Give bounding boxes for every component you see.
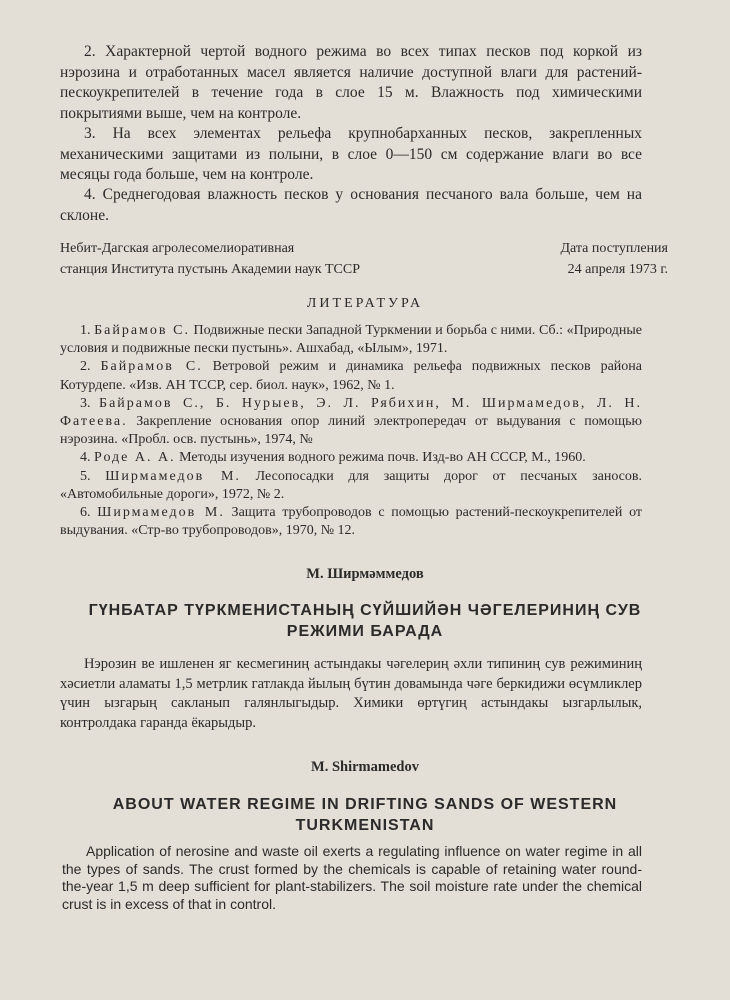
english-title-line-1: ABOUT WATER REGIME IN DRIFTING SANDS OF WESTERN — [112, 796, 618, 813]
institution-line-1: Небит-Дагская агролесомелиоративная — [60, 241, 295, 256]
literature-item: 1. Байрамов С. Подвижные пески Западной Туркмении и борьба с ними. Сб.: «Природные условия и подвижные пески пустынь». Ашхабад, «Ылым», 1971. — [60, 323, 642, 357]
turkmen-abstract: Нэрозин ве ишленен яг кесмегиниң астындакы чәгелериң әхли типиниң сув режиминиң хәсиетли аламаты 1,5 метрлик гатлакда йылың бүтин довамында чәге беркидижи өсүмликлер үчин ызгарың сакланып галянлыгыдыр. Химики өртүгиң астындакы ызгарлылык, контролдака гарандa ёкарыдыр. — [60, 656, 642, 731]
literature-author: Роде А. А. — [94, 450, 176, 466]
institution-block — [60, 238, 360, 280]
literature-text: Защита трубопроводов с помощью растений-пескоукрепителей от выдувания. «Стр-во трубопроводов», 1970, № 12. — [60, 505, 643, 539]
turkmen-title — [0, 600, 730, 642]
literature-text: Ветровой режим и динамика рельефа подвижных песков района Котурдепе. «Изв. АН ТССР, сер. биол. наук», 1962, № 1. — [60, 359, 642, 393]
literature-item: 6. Ширмамедов М. Защита трубопроводов с помощью растений-пескоукрепителей от выдувания. «Стр-во трубопроводов», 1970, № 12. — [60, 505, 643, 539]
conclusion-4: 4. Среднегодовая влажность песков у основания песчаного вала больше, чем на склоне. — [60, 186, 642, 224]
literature-author: Байрамов С. — [94, 323, 190, 338]
received-label: Дата поступления — [560, 241, 668, 256]
literature-text: Методы изучения водного режима почв. Изд-во АН СССР, М., 1960. — [175, 450, 586, 466]
institution-line-2: станция Института пустынь Академии наук ТССР — [60, 262, 361, 277]
conclusion-3: 3. На всех элементах рельефа крупнобарханных песков, закрепленных механическими защитами из полыни, в слое 0—150 см содержание влаги во все месяцы года больше, чем на контроле. — [60, 125, 642, 183]
literature-item: 5. Ширмамедов М. Лесопосадки для защиты дорог от песчаных заносов. «Автомобильные дороги», 1972, № 2. — [60, 468, 642, 502]
english-author: M. Shirmamedov — [311, 759, 419, 775]
turkmen-title-line-2: РЕЖИМИ БАРАДА — [286, 623, 444, 640]
literature-author: Ширмамедов М. — [105, 468, 241, 484]
literature-text: Закрепление основания опор линий электропередач от выдувания с помощью нэрозина. «Пробл. осв. пустынь», 1974, № — [60, 414, 642, 448]
received-date: 24 апреля 1973 г. — [567, 262, 668, 277]
turkmen-title-line-1: ГҮНБАТАР ТҮРКМЕНИСТАНЫҢ СҮЙШИЙӘН ЧӘГЕЛЕРИНИҢ СУВ — [88, 602, 642, 619]
literature-list — [60, 322, 642, 540]
literature-text: Подвижные пески Западной Туркмении и борьба с ними. Сб.: «Природные условия и подвижные пески пустынь». Ашхабад, «Ылым», 1971. — [60, 323, 642, 357]
literature-item: 4. Роде А. А. Методы изучения водного режима почв. Изд-во АН СССР, М., 1960. — [80, 450, 586, 466]
literature-item: 2. Байрамов С. Ветровой режим и динамика рельефа подвижных песков района Котурдепе. «Изв. АН ТССР, сер. биол. наук», 1962, № 1. — [60, 359, 642, 393]
literature-item: 3. Байрамов С., Б. Нурыев, Э. Л. Рябихин, М. Ширмамедов, Л. Н. Фатеева. Закрепление основания опор линий электропередач от выдувания с помощью нэрозина. «Пробл. осв. пустынь», 1974, № — [60, 395, 643, 448]
literature-title: ЛИТЕРАТУРА — [306, 296, 424, 311]
conclusion-2: 2. Характерной чертой водного режима во всех типах песков под коркой из нэрозина и отработанных масел является наличие доступной влаги для растений-пескоукрепителей в течение года в слое 15 м. Влажность под химическими покрытиями выше, чем на контроле. — [60, 43, 642, 122]
literature-author: Ширмамедов М. — [97, 505, 225, 521]
english-title-line-2: TURKMENISTAN — [295, 817, 435, 834]
literature-author: Байрамов С. — [100, 359, 203, 375]
received-date-block — [560, 238, 668, 280]
turkmen-author: М. Ширмәммедов — [306, 566, 424, 582]
english-title — [0, 794, 730, 836]
literature-text: Лесопосадки для защиты дорог от песчаных заносов. «Автомобильные дороги», 1972, № 2. — [60, 468, 642, 502]
english-abstract: Application of nerosine and waste oil exerts a regulating influence on water regime in all the types of sands. The crust formed by the chemicals is capable of retaining water round-the-year 1,5 m deep sufficient for plant-stabilizers. The soil moisture rate under the chemical crust is in excess of that in control. — [62, 843, 642, 912]
literature-author: Байрамов С., Б. Нурыев, Э. Л. Рябихин, М. Ширмамедов, Л. Н. Фатеева. — [60, 395, 643, 430]
